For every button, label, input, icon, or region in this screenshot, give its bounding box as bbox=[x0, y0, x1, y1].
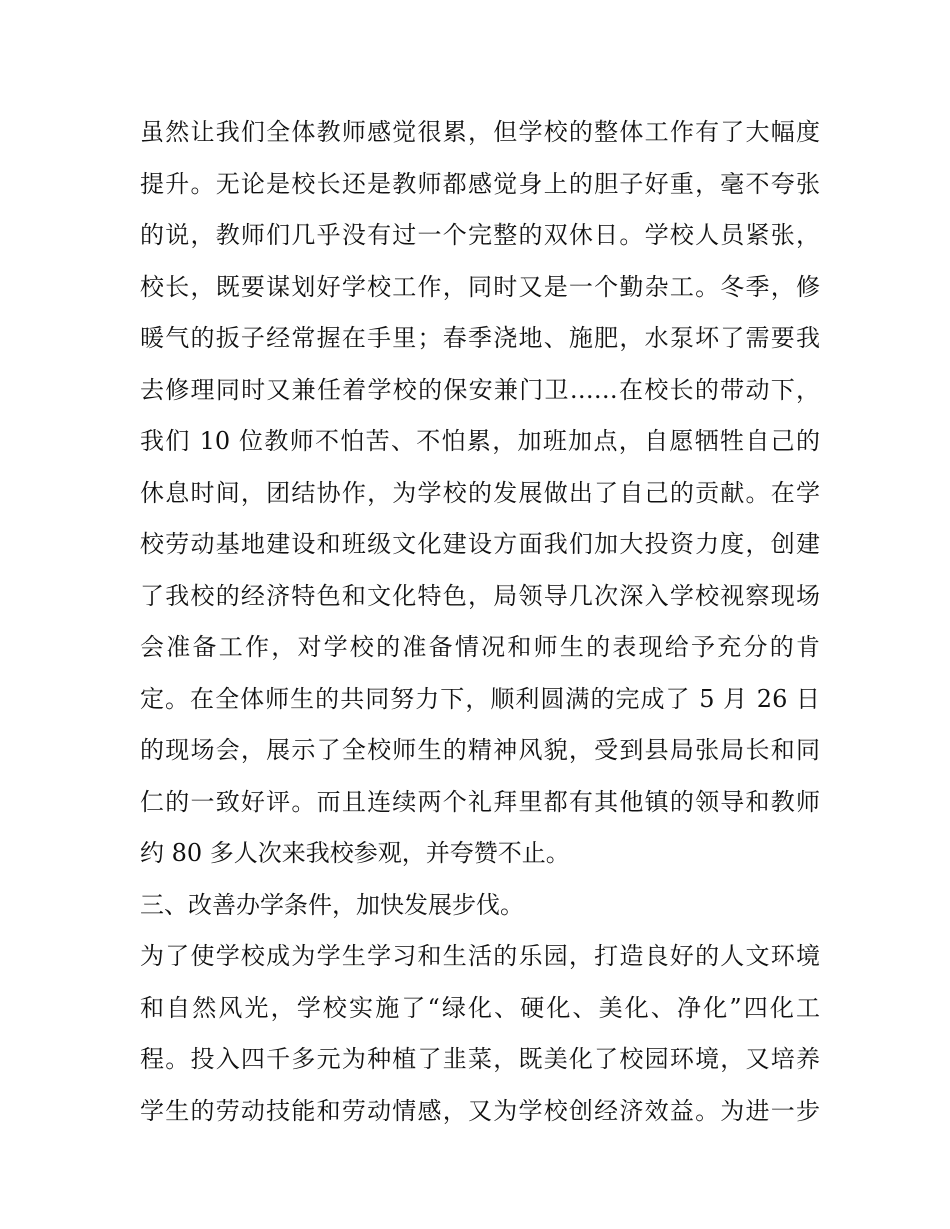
text-line: 三、改善办学条件，加快发展步伐。 bbox=[140, 890, 524, 919]
text-line: 虽然让我们全体教师感觉很累，但学校的整体工作有了大幅度 bbox=[140, 118, 820, 146]
text-line: 了我校的经济特色和文化特色，局领导几次深入学校视察现场 bbox=[140, 581, 820, 610]
text-line: 提升。无论是校长还是教师都感觉身上的胆子好重，毫不夸张 bbox=[140, 169, 820, 198]
text-line: 定。在全体师生的共同努力下，顺利圆满的完成了 5 月 26 日 bbox=[140, 684, 820, 713]
text-line: 校劳动基地建设和班级文化建设方面我们加大投资力度，创建 bbox=[140, 530, 820, 558]
text-line: 去修理同时又兼任着学校的保安兼门卫……在校长的带动下， bbox=[140, 375, 820, 404]
text-line: 为了使学校成为学生学习和生活的乐园，打造良好的人文环境 bbox=[140, 942, 820, 970]
text-line: 的现场会，展示了全校师生的精神风貌，受到县局张局长和同 bbox=[140, 736, 820, 764]
text-line: 休息时间，团结协作，为学校的发展做出了自己的贡献。在学 bbox=[140, 478, 820, 507]
text-line: 的说，教师们几乎没有过一个完整的双休日。学校人员紧张， bbox=[140, 221, 820, 249]
text-line: 校长，既要谋划好学校工作，同时又是一个勤杂工。冬季，修 bbox=[140, 272, 820, 301]
text-line: 和自然风光，学校实施了“绿化、硬化、美化、净化”四化工 bbox=[140, 993, 820, 1022]
text-line: 约 80 多人次来我校参观，并夸赞不止。 bbox=[140, 839, 570, 867]
text-line: 暖气的扳子经常握在手里；春季浇地、施肥，水泵坏了需要我 bbox=[140, 324, 820, 352]
text-line: 我们 10 位教师不怕苦、不怕累，加班加点，自愿牺牲自己的 bbox=[140, 427, 820, 455]
body-text bbox=[140, 107, 820, 1137]
text-line: 学生的劳动技能和劳动情感，又为学校创经济效益。为进一步 bbox=[140, 1096, 820, 1125]
text-line: 程。投入四千多元为种植了韭菜，既美化了校园环境，又培养 bbox=[140, 1045, 820, 1073]
text-line: 会准备工作，对学校的准备情况和师生的表现给予充分的肯 bbox=[140, 633, 820, 661]
text-line: 仁的一致好评。而且连续两个礼拜里都有其他镇的领导和教师 bbox=[140, 787, 820, 816]
